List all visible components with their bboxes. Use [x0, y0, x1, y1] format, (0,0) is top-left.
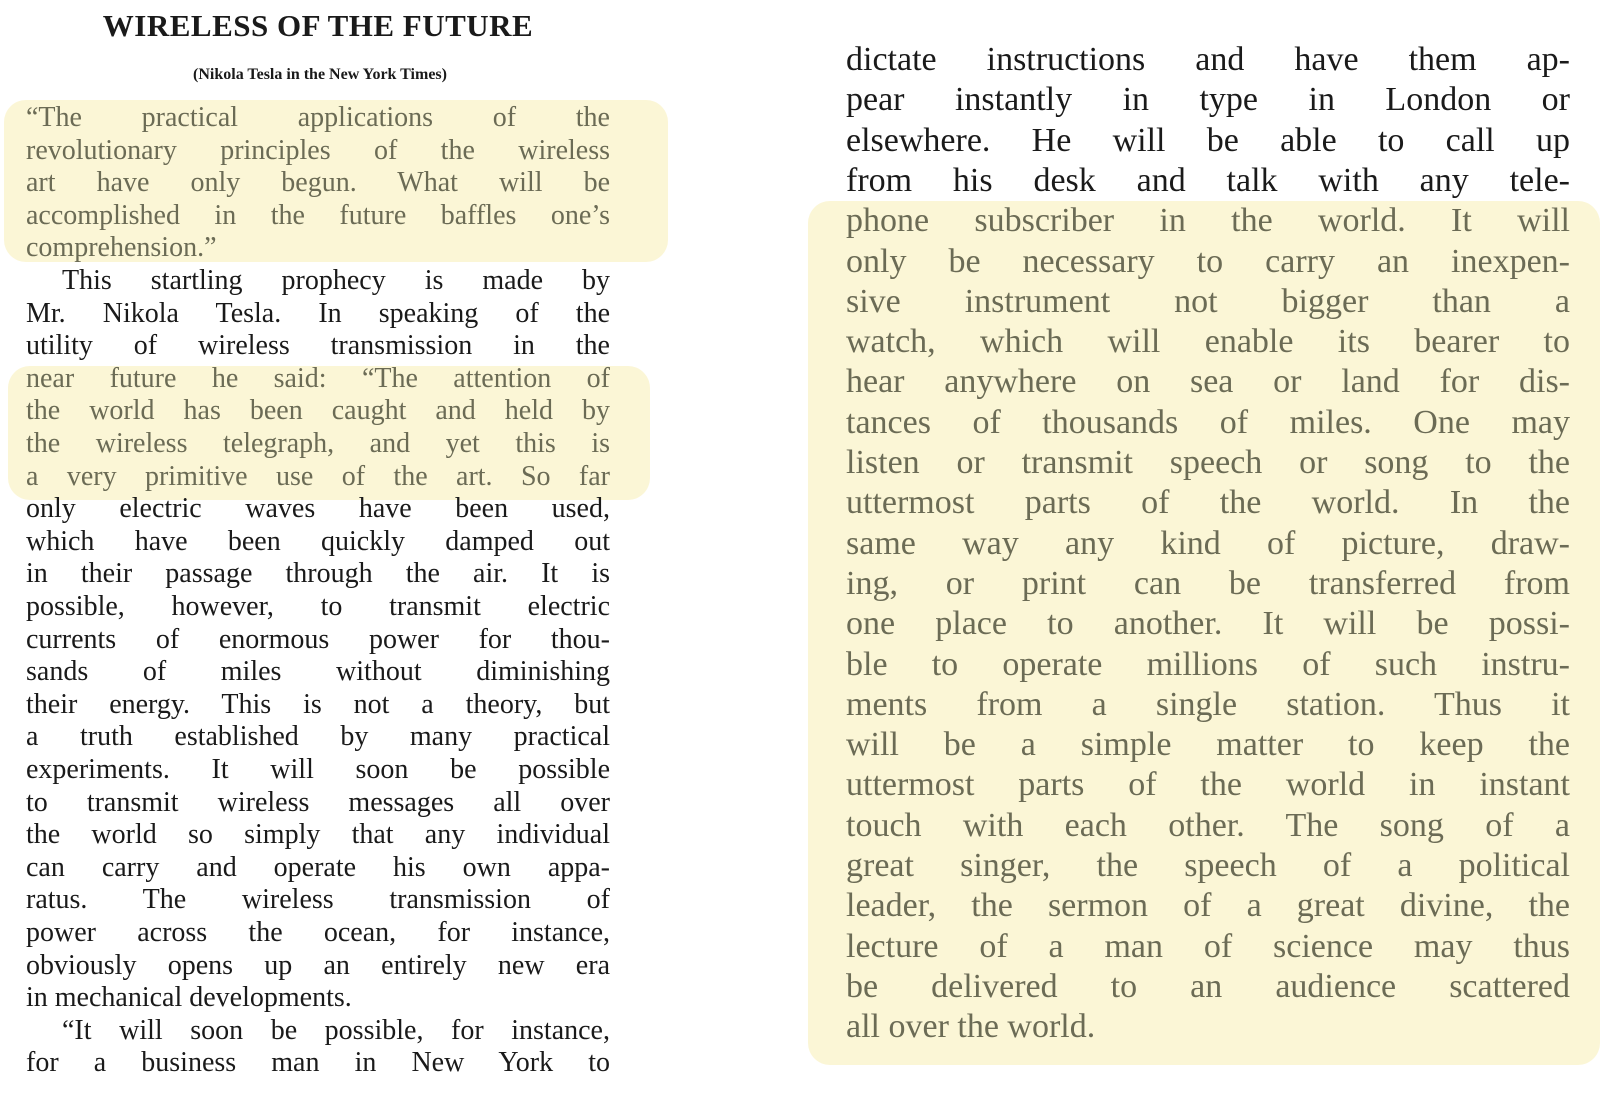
left-column-line: sands of miles without diminishing: [26, 656, 610, 688]
right-column-line: will be a simple matter to keep the: [846, 726, 1570, 764]
left-column-line: “The practical applications of the: [26, 102, 610, 133]
right-column-line: lecture of a man of science may thus: [846, 927, 1570, 965]
left-column-line: the world so simply that any individual: [26, 819, 610, 851]
left-column-line: “It will soon be possible, for instance,: [62, 1014, 610, 1046]
left-column-line: currents of enormous power for thou-: [26, 623, 610, 655]
left-column-line: accomplished in the future baffles one’s: [26, 199, 610, 231]
left-column-line: in mechanical developments.: [26, 982, 352, 1014]
left-column-line: ratus. The wireless transmission of: [26, 884, 610, 916]
right-column-line: hear anywhere on sea or land for dis-: [846, 363, 1570, 401]
left-column-line: to transmit wireless messages all over: [26, 786, 610, 818]
left-column-line: the world has been caught and held by: [26, 395, 610, 427]
left-column-line: the wireless telegraph, and yet this is: [26, 428, 610, 459]
left-column-line: near future he said: “The attention of: [26, 362, 610, 394]
article-byline: (Nikola Tesla in the New York Times): [193, 66, 447, 83]
right-column-line: ments from a single station. Thus it: [846, 685, 1570, 723]
right-column-line: leader, the sermon of a great divine, the: [846, 887, 1570, 925]
right-column-line: ble to operate millions of such instru-: [846, 645, 1570, 683]
right-column-line: touch with each other. The song of a: [846, 806, 1570, 844]
right-column-line: ing, or print can be transferred from: [846, 564, 1570, 602]
right-column-line: watch, which will enable its bearer to: [846, 323, 1570, 361]
left-column-line: can carry and operate his own appa-: [26, 851, 610, 883]
right-column-line: tances of thousands of miles. One may: [846, 403, 1570, 441]
right-column-line: only be necessary to carry an inexpen-: [846, 242, 1570, 280]
right-column-line: from his desk and talk with any tele-: [846, 161, 1570, 199]
right-column-line: one place to another. It will be possi-: [846, 605, 1570, 643]
left-column-line: only electric waves have been used,: [26, 493, 610, 525]
left-column-line: art have only begun. What will be: [26, 167, 610, 199]
left-column-line: comprehension.”: [26, 232, 217, 264]
article-headline: WIRELESS OF THE FUTURE: [102, 8, 534, 43]
right-column-line: be delivered to an audience scattered: [846, 967, 1570, 1005]
left-column-line: a truth established by many practical: [26, 721, 610, 753]
left-column-line: which have been quickly damped out: [26, 525, 610, 557]
right-column-line: phone subscriber in the world. It will: [846, 202, 1570, 240]
right-column-line: uttermost parts of the world in instant: [846, 766, 1570, 804]
left-column-line: utility of wireless transmission in the: [26, 330, 610, 362]
left-column-line: power across the ocean, for instance,: [26, 917, 610, 948]
left-column-line: in their passage through the air. It is: [26, 558, 610, 590]
left-column-line: obviously opens up an entirely new era: [26, 949, 610, 981]
left-column-line: experiments. It will soon be possible: [26, 754, 610, 785]
left-column-line: Mr. Nikola Tesla. In speaking of the: [26, 297, 610, 329]
right-column-line: sive instrument not bigger than a: [846, 282, 1570, 320]
left-column-line: a very primitive use of the art. So far: [26, 460, 610, 492]
left-column-line: for a business man in New York to: [26, 1047, 610, 1079]
right-column-line: dictate instructions and have them ap-: [846, 41, 1570, 78]
right-column-line: same way any kind of picture, draw-: [846, 524, 1570, 562]
right-column-line: pear instantly in type in London or: [846, 81, 1570, 119]
left-column-line: revolutionary principles of the wireless: [26, 134, 610, 166]
right-column-line: all over the world.: [846, 1008, 1096, 1046]
right-column-line: uttermost parts of the world. In the: [846, 484, 1570, 522]
left-column-line: their energy. This is not a theory, but: [26, 688, 610, 720]
left-column-line: possible, however, to transmit electric: [26, 591, 610, 622]
left-column-line: This startling prophecy is made by: [62, 265, 610, 296]
right-column-line: listen or transmit speech or song to the: [846, 444, 1570, 481]
right-column-line: elsewhere. He will be able to call up: [846, 121, 1570, 159]
right-column-line: great singer, the speech of a political: [846, 847, 1570, 884]
